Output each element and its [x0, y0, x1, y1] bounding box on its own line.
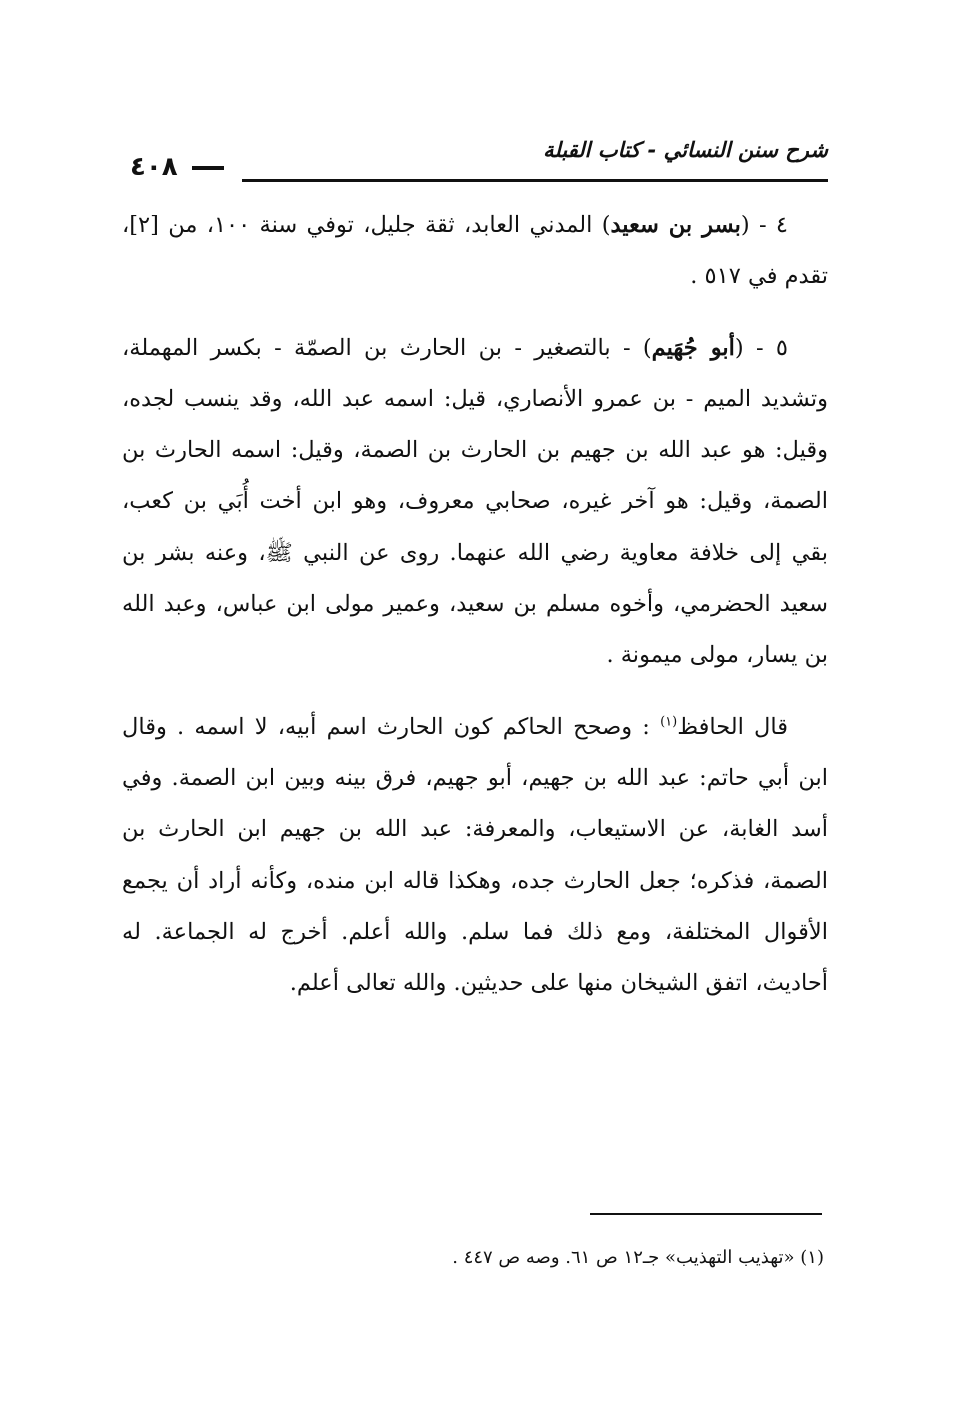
narrator-entry-4	[122, 200, 828, 303]
entry-4-number: ٤ - (	[740, 212, 788, 238]
page-number-dash	[192, 166, 224, 170]
entry-5-name: أبو جُهَيم	[651, 334, 735, 361]
commentary-paragraph	[122, 702, 828, 1010]
running-title: شرح سنن النسائي - كتاب القبلة	[543, 138, 828, 162]
entry-4-name: بسر بن سعيد	[610, 212, 741, 238]
footnote-separator	[590, 1213, 822, 1215]
entry-5-number: ٥ - (	[734, 334, 789, 361]
header-rule	[242, 179, 828, 182]
entry-5-text: ) - بالتصغير - بن الحارث بن الصمّة - بكسر المهملة، وتشديد الميم - بن عمرو الأنصاري، قيل: اسمه عبد الله، وقد ينسب لجده، وقيل: هو عبد الله بن جهيم بن الحارث بن الصمة، وقيل: اسمه الحارث بن الصمة، وقيل: هو آخر غيره، صحابي معروف، وهو ابن أخت أُبَي بن كعب، بقي إلى خلافة معاوية رضي الله عنهما. روى عن النبي ﷺ، وعنه بشر بن سعيد الحضرمي، وأخوه مسلم بن سعيد، وعمير مولى ابن عباس، وعبد الله بن يسار، مولى ميمونة .	[122, 334, 828, 669]
page-header	[122, 138, 828, 186]
entry-4-text: ) المدني العابد، ثقة جليل، توفي سنة ١٠٠، من [٢]، تقدم في ٥١٧ .	[122, 212, 828, 290]
page-number: ٤٠٨	[130, 152, 178, 182]
commentary-text: : وصحح الحاكم كون الحارث اسم أبيه، لا اسمه . وقال ابن أبي حاتم: عبد الله بن جهيم، أبو جهيم، فرق بينه وبين ابن الصمة. وفي أسد الغابة، عن الاستيعاب، والمعرفة: عبد الله بن جهيم ابن الحارث بن الصمة، فذكره؛ جعل الحارث جده، وهكذا قاله ابن منده، وكأنه أراد أن يجمع الأقوال المختلفة، ومع ذلك فما سلم. والله أعلم. أخرج له الجماعة. له أحاديث، اتفق الشيخان منها على حديثين. والله تعالى أعلم.	[122, 713, 828, 997]
commentary-start: قال الحافظ	[677, 713, 788, 740]
footnote-reference: (١)	[660, 714, 678, 730]
footnote-1: (١) «تهذيب التهذيب» جـ١٢ ص ٦١. وصه ص ٤٤٧ .	[452, 1247, 824, 1268]
main-text	[122, 200, 828, 1009]
narrator-entry-5	[122, 323, 828, 682]
